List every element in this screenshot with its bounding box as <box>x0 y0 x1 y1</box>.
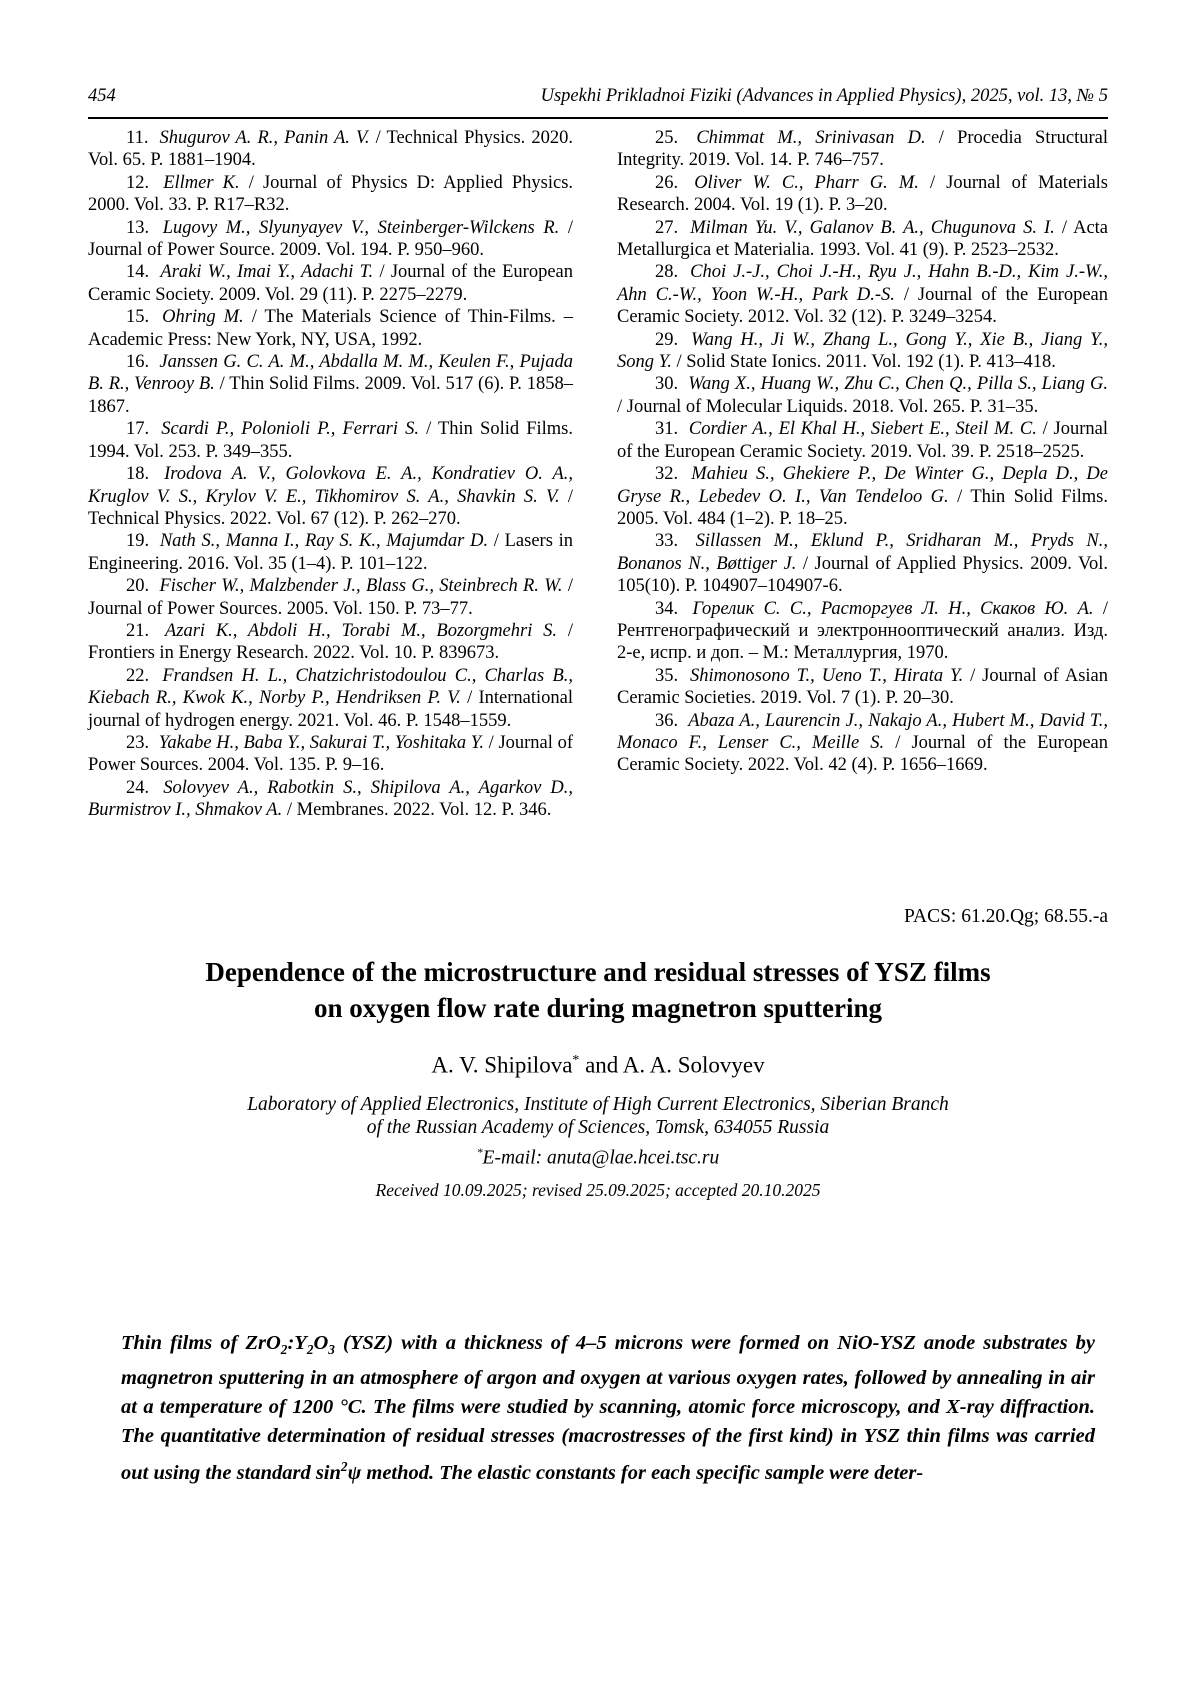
reference-text: / Journal of Asian Ceramic Societies. 2019. Vol. 7 (1). P. 20–30. <box>617 665 1108 709</box>
reference-text: / Journal of Materials Research. 2004. Vol. 19 (1). P. 3–20. <box>617 172 1109 216</box>
reference-number: 25. <box>655 128 679 148</box>
reference-text: / Journal of Power Sources. 2004. Vol. 135. P. 9–16. <box>88 732 573 776</box>
article-title-line-1: Dependence of the microstructure and residual stresses of YSZ films <box>205 956 991 987</box>
reference-authors: Wang X., Huang W., Zhu C., Chen Q., Pilla S., Liang G. <box>688 374 1108 395</box>
reference-number: 16. <box>126 352 150 373</box>
reference-text: / Journal of the European Ceramic Society. 2009. Vol. 29 (11). P. 2275–2279. <box>88 262 574 305</box>
reference-text: / Technical Physics. 2022. Vol. 67 (12). P. 262–270. <box>88 486 573 529</box>
reference-number: 15. <box>126 307 150 328</box>
reference-authors: Lugovy M., Slyunyayev V., Steinberger-Wilckens R. <box>162 217 560 238</box>
references-section <box>88 127 1108 822</box>
reference-item <box>617 665 1108 710</box>
reference-authors: Janssen G. C. A. M., Abdalla M. M., Keulen F., Pujada B. R., Venrooy B. <box>88 352 573 395</box>
reference-number: 35. <box>655 665 679 686</box>
abstract-text-segment: :Y <box>287 1331 307 1354</box>
reference-authors: Solovyev A., Rabotkin S., Shipilova A., Agarkov D., Burmistrov I., Shmakov A. <box>88 777 573 821</box>
reference-authors: Milman Yu. V., Galanov B. A., Chugunova S. I. <box>690 217 1055 238</box>
reference-number: 36. <box>655 710 679 731</box>
reference-item <box>617 172 1108 217</box>
reference-text: / Solid State Ionics. 2011. Vol. 192 (1). P. 413–418. <box>676 352 1056 373</box>
affiliation-line-2: of the Russian Academy of Sciences, Tomsk, 634055 Russia <box>366 1117 830 1139</box>
authors-line <box>88 1046 1108 1080</box>
reference-number: 17. <box>126 419 150 440</box>
reference-authors: Frandsen H. L., Chatzichristodoulou C., Charlas B., Kiebach R., Kwok K., Norby P., Hendriksen P. V. <box>88 665 573 709</box>
reference-number: 23. <box>126 732 150 753</box>
abstract-text-segment: 2 <box>280 1341 288 1357</box>
reference-item <box>617 418 1108 463</box>
reference-text: / Journal of the European Ceramic Society. 2012. Vol. 32 (12). P. 3249–3254. <box>617 284 1108 328</box>
abstract-text-segment: (YSZ) with a thickness of 4–5 microns were formed on NiO-YSZ anode substrates by magnetron sputtering in an atmosphere of argon and oxygen at various oxygen rates, followed by annealing in air at a temperature of 1200 °C. The films were studied by scanning, atomic force microscopy, and X-ray diffraction. The quantitative determination of residual stresses (macrostresses of the first kind) in YSZ thin films was carried out using the standard sin <box>121 1331 1095 1484</box>
references-column-left <box>88 127 573 822</box>
reference-item <box>88 732 573 777</box>
email-text: E-mail: anuta@lae.hcei.tsc.ru <box>482 1147 720 1169</box>
reference-item <box>88 127 573 172</box>
reference-text: / Procedia Structural Integrity. 2019. Vol. 14. P. 746–757. <box>617 128 1108 171</box>
reference-number: 34. <box>655 598 679 619</box>
reference-item <box>617 127 1108 172</box>
reference-authors: Yakabe H., Baba Y., Sakurai T., Yoshitaka Y. <box>158 732 484 753</box>
reference-number: 18. <box>126 464 150 485</box>
reference-authors: Ellmer K. <box>163 172 240 193</box>
author-2: and A. A. Solovyev <box>579 1052 765 1078</box>
reference-text: / Journal of Power Source. 2009. Vol. 194. P. 950–960. <box>88 217 573 261</box>
reference-number: 19. <box>126 531 150 552</box>
reference-text: / Membranes. 2022. Vol. 12. P. 346. <box>286 800 552 821</box>
reference-text: / Journal of the European Ceramic Society. 2022. Vol. 42 (4). P. 1656–1669. <box>617 732 1108 776</box>
reference-number: 30. <box>655 374 679 395</box>
abstract-text-segment: 2 <box>340 1458 348 1474</box>
reference-number: 11. <box>126 128 149 148</box>
reference-authors: Choi J.-J., Choi J.-H., Ryu J., Hahn B.-D., Kim J.-W., Ahn C.-W., Yoon W.-H., Park D.-S. <box>617 262 1108 305</box>
reference-item <box>88 306 573 351</box>
article-title-line-2: on oxygen flow rate during magnetron sputtering <box>313 992 882 1023</box>
reference-authors: Nath S., Manna I., Ray S. K., Majumdar D. <box>159 531 489 552</box>
reference-text: / Acta Metallurgica et Materialia. 1993. Vol. 41 (9). P. 2523–2532. <box>617 217 1109 261</box>
pacs-line: PACS: 61.20.Qg; 68.55.-a <box>903 905 1108 927</box>
reference-item <box>617 261 1108 328</box>
reference-text: / Journal of Physics D: Applied Physics. 2000. Vol. 33. P. R17–R32. <box>88 172 574 216</box>
reference-authors: Araki W., Imai Y., Adachi T. <box>160 262 374 283</box>
reference-item <box>88 261 573 306</box>
reference-item <box>617 530 1108 597</box>
reference-number: 31. <box>655 419 679 440</box>
reference-item <box>88 777 573 822</box>
reference-text: / Рентгенографический и электроннооптический анализ. Изд. 2-е, испр. и доп. – М.: Металлургия, 1970. <box>617 598 1109 664</box>
reference-item <box>617 598 1108 665</box>
reference-item <box>617 217 1108 262</box>
reference-number: 21. <box>126 620 150 641</box>
reference-item <box>88 575 573 620</box>
reference-authors: Scardi P., Polonioli P., Ferrari S. <box>161 419 419 440</box>
page-header <box>88 85 1108 108</box>
reference-authors: Sillassen M., Eklund P., Sridharan M., Pryds N., Bonanos N., Bøttiger J. <box>617 531 1109 574</box>
reference-authors: Chimmat M., Srinivasan D. <box>696 128 926 148</box>
reference-number: 26. <box>655 172 679 193</box>
journal-running-title: Uspekhi Prikladnoi Fiziki (Advances in Applied Physics), 2025, vol. 13, № 5 <box>540 86 1108 106</box>
abstract-text-segment: 2 <box>306 1341 314 1357</box>
reference-text: / Frontiers in Energy Research. 2022. Vol. 10. P. 839673. <box>88 620 573 664</box>
reference-number: 32. <box>655 464 679 485</box>
reference-number: 29. <box>655 329 679 350</box>
reference-text: / Thin Solid Films. 1994. Vol. 253. P. 349–355. <box>88 419 573 462</box>
reference-text: / The Materials Science of Thin-Films. – Academic Press: New York, NY, USA, 1992. <box>88 307 574 350</box>
reference-number: 13. <box>126 217 150 238</box>
reference-number: 20. <box>126 576 150 597</box>
affiliation <box>88 1093 1108 1139</box>
reference-authors: Abaza A., Laurencin J., Nakajo A., Hubert M., David T., Monaco F., Lenser C., Meille S. <box>617 710 1108 753</box>
reference-number: 27. <box>655 217 679 238</box>
reference-text: / International journal of hydrogen energy. 2021. Vol. 46. P. 1548–1559. <box>88 688 573 731</box>
reference-item <box>88 463 573 530</box>
reference-text: / Technical Physics. 2020. Vol. 65. P. 1881–1904. <box>88 128 573 171</box>
reference-item <box>88 351 573 418</box>
article-title <box>88 954 1108 1026</box>
reference-authors: Shimonosono T., Ueno T., Hirata Y. <box>690 665 964 686</box>
abstract-text-segment: O <box>313 1331 329 1354</box>
references-column-right <box>617 127 1108 822</box>
reference-text: / Journal of the European Ceramic Society. 2019. Vol. 39. P. 2518–2525. <box>617 419 1109 462</box>
reference-authors: Shugurov A. R., Panin A. V. <box>159 128 370 148</box>
reference-number: 12. <box>126 172 150 193</box>
reference-text: / Lasers in Engineering. 2016. Vol. 35 (1–4). P. 101–122. <box>88 531 573 574</box>
abstract-text-segment: 3 <box>328 1341 335 1357</box>
reference-authors: Fischer W., Malzbender J., Blass G., Steinbrech R. W. <box>159 576 563 597</box>
reference-number: 22. <box>126 665 150 686</box>
reference-item <box>88 530 573 575</box>
abstract-text-segment: Thin films of ZrO <box>121 1331 281 1354</box>
header-rule <box>88 117 1108 119</box>
received-line: Received 10.09.2025; revised 25.09.2025; accepted 20.10.2025 <box>375 1179 821 1200</box>
email-asterisk-mark: * <box>476 1146 483 1160</box>
reference-number: 33. <box>655 531 679 552</box>
reference-item <box>88 418 573 463</box>
reference-authors: Wang H., Ji W., Zhang L., Gong Y., Xie B., Jiang Y., Song Y. <box>617 329 1109 373</box>
reference-item <box>88 665 573 732</box>
reference-number: 14. <box>126 262 150 283</box>
reference-authors: Mahieu S., Ghekiere P., De Winter G., Depla D., De Gryse R., Lebedev O. I., Van Tendeloo G. <box>617 464 1108 507</box>
reference-text: / Journal of Power Sources. 2005. Vol. 150. P. 73–77. <box>88 576 574 619</box>
reference-authors: Cordier A., El Khal H., Siebert E., Steil M. C. <box>688 419 1037 440</box>
reference-item <box>617 463 1108 530</box>
reference-text: / Journal of Applied Physics. 2009. Vol. 105(10). P. 104907–104907-6. <box>617 553 1108 597</box>
page-number: 454 <box>88 86 116 106</box>
reference-text: / Journal of Molecular Liquids. 2018. Vol. 265. P. 31–35. <box>617 396 1039 417</box>
reference-authors: Горелик С. С., Расторгуев Л. Н., Скаков Ю. А. <box>692 598 1094 619</box>
reference-item <box>617 329 1108 374</box>
reference-number: 28. <box>655 262 679 283</box>
author-1: A. V. Shipilova <box>431 1052 573 1078</box>
reference-text: / Thin Solid Films. 2009. Vol. 517 (6). P. 1858–1867. <box>88 374 573 417</box>
reference-authors: Irodova A. V., Golovkova E. A., Kondratiev O. A., Kruglov V. S., Krylov V. E., Tikhomirov S. A., Shavkin S. V. <box>88 464 573 507</box>
affiliation-line-1: Laboratory of Applied Electronics, Institute of High Current Electronics, Siberian Branch <box>247 1094 949 1116</box>
email-line <box>88 1141 1108 1170</box>
reference-authors: Azari K., Abdoli H., Torabi M., Bozorgmehri S. <box>164 620 558 641</box>
abstract-text-segment: ψ method. The elastic constants for each specific sample were deter- <box>347 1461 924 1484</box>
reference-item <box>88 172 573 217</box>
abstract-paragraph <box>121 1329 1095 1488</box>
reference-item <box>88 620 573 665</box>
reference-number: 24. <box>126 777 150 798</box>
reference-authors: Oliver W. C., Pharr G. M. <box>694 172 919 193</box>
reference-item <box>617 710 1108 777</box>
reference-item <box>88 217 573 262</box>
corresponding-author-mark: * <box>572 1051 580 1067</box>
reference-authors: Ohring M. <box>162 307 244 328</box>
reference-text: / Thin Solid Films. 2005. Vol. 484 (1–2). P. 18–25. <box>617 486 1108 529</box>
reference-item <box>617 373 1108 418</box>
